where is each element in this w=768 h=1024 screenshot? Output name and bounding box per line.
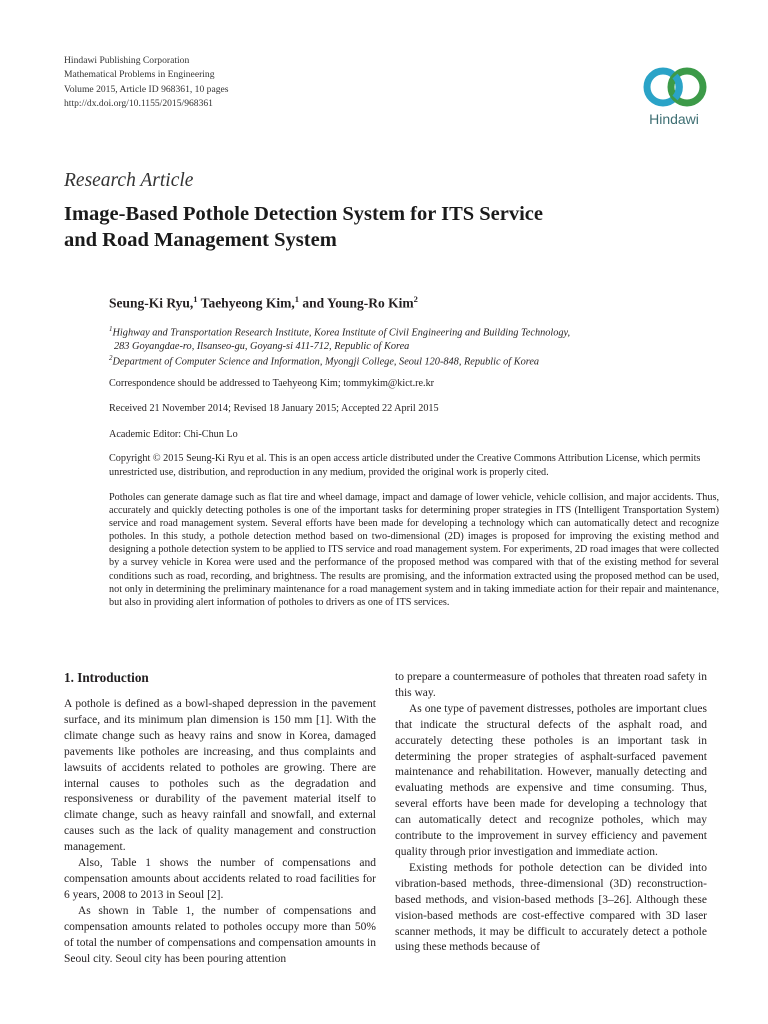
- publication-info: [64, 54, 394, 112]
- doi-link[interactable]: http://dx.doi.org/10.1155/2015/968361: [64, 98, 213, 110]
- affiliation-1-line-1: Highway and Transportation Research Institute, Korea Institute of Civil Engineering and Building Technology,: [112, 327, 571, 339]
- paragraph: to prepare a countermeasure of potholes that threaten road safety in this way.: [395, 671, 707, 699]
- publisher-name: Hindawi Publishing Corporation: [64, 55, 190, 66]
- affiliation-2-line-1: Department of Computer Science and Information, Myongji College, Seoul 120-848, Republic of Korea: [112, 356, 540, 368]
- affiliation-2-number: 2: [109, 354, 113, 362]
- affiliation-1: [109, 323, 729, 354]
- title-line-2: and Road Management System: [64, 228, 337, 251]
- author-1-affiliation: 1: [193, 294, 198, 304]
- affiliation-1-line-2: 283 Goyangdae-ro, Ilsanseo-gu, Goyang-si 411-712, Republic of Korea: [114, 341, 410, 353]
- author-2-affiliation: 1: [294, 294, 299, 304]
- author-2: Taehyeong Kim,: [197, 295, 295, 311]
- left-column: [64, 670, 376, 967]
- affiliation-1-number: 1: [109, 325, 113, 333]
- paragraph: A pothole is defined as a bowl-shaped depression in the pavement surface, and its minimum plan dimension is 150 mm [1]. With the climate change such as heavy rains and snow in Korea, damaged pavements like potholes are increasing, and thus complaints and lawsuits of accidents related to potholes are growing. There are internal causes to potholes such as the degradation and responsiveness or durability of the pavement material itself to climate change, such as heavy rainfall and snowfall, and external causes such as the lack of quality management and construction management.: [64, 698, 376, 854]
- abstract: Potholes can generate damage such as flat tire and wheel damage, impact and damage of lower vehicle, vehicle collision, and major accidents. Thus, accurately and quickly detecting potholes is one of the important tasks for determining proper strategies in ITS (Intelligent Transportation System) service and road management system. Several efforts have been made for developing a technology which can automatically detect and recognize potholes. In this study, a pothole detection method based on two-dimensional (2D) images is proposed for improving the existing method and designing a pothole detection system to be applied to ITS service and road management system. For experiments, 2D road images that were collected by a survey vehicle in Korea were used and the performance of the proposed method was compared with that of the existing method for several conditions such as road, recording, and brightness. The results are promising, and the information extracted using the proposed method can be used, not only in determining the preliminary maintenance for a road management system and in taking immediate action for their repair and maintenance, but also in providing alert information of potholes to drivers as one of ITS services.: [109, 492, 719, 608]
- author-1: Seung-Ki Ryu,: [109, 295, 194, 311]
- section-heading: 1. Introduction: [64, 670, 149, 685]
- title-line-1: Image-Based Pothole Detection System for ITS Service: [64, 203, 544, 225]
- paragraph: Also, Table 1 shows the number of compensations and compensation amounts about accidents related to road facilities for 6 years, 2008 to 2013 in Seoul [2].: [64, 857, 376, 901]
- correspondence: Correspondence should be addressed to Taehyeong Kim; tommykim@kict.re.kr: [109, 378, 435, 389]
- author-3-affiliation: 2: [413, 294, 418, 304]
- affiliation-2: [109, 352, 729, 369]
- paragraph: As shown in Table 1, the number of compensations and compensation amounts related to potholes occupy more than 50% of total the number of compensations and compensation amounts in Seoul city. Seoul city has been pouring attention: [64, 904, 376, 965]
- paragraph: As one type of pavement distresses, potholes are important clues that indicate the structural defects of the asphalt road, and accurately detecting these potholes is an important task in determining the proper strategies of asphalt-surfaced pavement maintenance and rehabilitation. However, manually detecting and evaluating methods are expensive and time consuming. Thus, several efforts have been made for developing a technology that can automatically detect and recognize potholes, which may contribute to the improvement in survey efficiency and pavement quality through prior investigation and immediate action.: [395, 702, 707, 858]
- hindawi-logo-text: Hindawi: [649, 111, 699, 127]
- article-title: [64, 202, 724, 253]
- right-column: [395, 670, 707, 956]
- academic-editor: Academic Editor: Chi-Chun Lo: [109, 429, 238, 440]
- copyright-notice: Copyright © 2015 Seung-Ki Ryu et al. This is an open access article distributed under the Creative Commons Attribution License, which permits unrestricted use, distribution, and reproduction in any medium, provided the original work is properly cited.: [109, 453, 701, 478]
- author-3: and Young-Ro Kim: [298, 295, 414, 311]
- article-type: Research Article: [64, 170, 194, 191]
- received-dates: Received 21 November 2014; Revised 18 January 2015; Accepted 22 April 2015: [109, 403, 439, 414]
- author-list: [109, 294, 418, 312]
- volume-info: Volume 2015, Article ID 968361, 10 pages: [64, 83, 229, 95]
- journal-name: Mathematical Problems in Engineering: [64, 69, 215, 81]
- paragraph: Existing methods for pothole detection can be divided into vibration-based methods, three-dimensional (3D) reconstruction-based methods, and vision-based methods [3–26]. Although these vision-based methods are cost-effective compared with 3D laser scanner methods, it may be difficult to accurately detect a pothole using these methods because of: [395, 861, 707, 954]
